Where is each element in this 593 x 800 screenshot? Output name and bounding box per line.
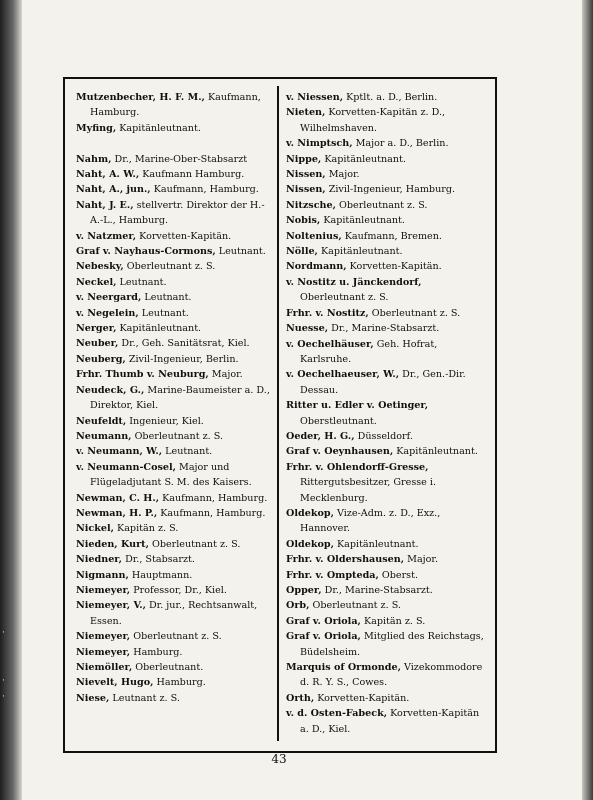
directory-entry — [286, 506, 484, 537]
entry-name: Opper, — [286, 585, 322, 596]
entry-name: Newman, C. H., — [76, 492, 160, 504]
entry-details: Ingenieur, Kiel. — [126, 415, 204, 427]
entry-details: Kapitänleutnant. — [393, 446, 478, 458]
entry-details: Leutnant z. S. — [109, 692, 180, 704]
entry-details: Kapitänleutnant. — [317, 246, 403, 258]
directory-entry — [76, 429, 274, 444]
directory-entry — [286, 552, 484, 567]
entry-details: Leutnant. — [162, 446, 213, 458]
entry-name: Frhr. v. Oldershausen, — [286, 554, 405, 566]
entry-name: Nebesky, — [76, 261, 124, 273]
entry-details: Oberleutnant z. S. — [309, 600, 401, 612]
entry-details: Oberstleutnant. — [300, 415, 377, 427]
entry-name: v. Oechelhaeuser, W., — [286, 369, 400, 381]
entry-details: Dr., Marine-Stabsarzt. — [321, 585, 433, 596]
entry-name: v. Niessen, — [286, 92, 344, 103]
directory-entry — [286, 706, 484, 737]
entry-name: Nitzsche, — [286, 199, 336, 211]
entry-name: Graf v. Nayhaus-Cormons, — [76, 246, 216, 258]
directory-entry — [286, 90, 484, 105]
entry-details: Kaufmann, Hamburg. — [157, 507, 266, 519]
entry-details: Kapitänleutnant. — [321, 153, 406, 165]
entry-details: Kaufmann, Bremen. — [341, 230, 442, 242]
entry-name: Oldekop, — [286, 507, 334, 519]
directory-entry — [286, 398, 484, 429]
left-column — [76, 90, 274, 706]
entry-name: Nippe, — [286, 153, 322, 165]
directory-entry — [286, 444, 484, 459]
directory-entry — [76, 691, 274, 706]
directory-entry — [286, 691, 484, 706]
entry-details: Korvetten-Kapitän. — [314, 692, 410, 704]
entry-name: Nieten, — [286, 107, 326, 119]
entry-name: Oldekop, — [286, 538, 334, 550]
entry-details: Dr., Gen.-Dir. Dessau. — [300, 369, 466, 396]
directory-entry — [286, 213, 484, 228]
entry-details: Kapitänleutnant. — [320, 215, 405, 227]
entry-name: Frhr. Thumb v. Neuburg, — [76, 369, 209, 381]
entry-details: Kapitänleutnant. — [116, 323, 202, 335]
entry-name: Nieden, Kurt, — [76, 538, 149, 550]
directory-entry — [76, 491, 274, 506]
edge-mark: · — [2, 676, 5, 686]
entry-name: Orth, — [286, 692, 315, 704]
entry-name: Neuber, — [76, 338, 119, 350]
entry-name: Nievelt, Hugo, — [76, 677, 154, 689]
entry-name: Nerger, — [76, 323, 117, 335]
entry-name: Mutzenbecher, H. F. M., — [76, 92, 205, 103]
directory-entry — [76, 521, 274, 536]
entry-name: Neudeck, G., — [76, 384, 145, 396]
entry-details: Dr., Geh. Sanitätsrat, Kiel. — [118, 338, 250, 350]
directory-entry — [76, 506, 274, 521]
entry-details: Dr. jur., Rechtsanwalt, Essen. — [90, 600, 258, 627]
entry-details: Leutnant. — [141, 292, 192, 304]
entry-name: Oeder, H. G., — [286, 430, 355, 442]
entry-name: Naht, A. W., — [76, 169, 140, 181]
edge-mark: · — [2, 692, 5, 702]
directory-entry — [286, 136, 484, 151]
directory-entry — [76, 552, 274, 567]
column-divider — [277, 86, 279, 741]
entry-details: Kapitän z. S. — [114, 523, 179, 535]
entry-details: Mitglied des Reichstags, Büdelsheim. — [300, 631, 484, 658]
entry-details: Dr., Stabsarzt. — [122, 554, 195, 566]
directory-entry — [76, 121, 274, 136]
entry-name: Niemeyer, V., — [76, 600, 146, 612]
entry-details: Korvetten-Kapitän. — [136, 230, 232, 242]
directory-entry — [76, 290, 274, 305]
entry-name: Nordmann, — [286, 261, 347, 273]
entry-name: Niemeyer, — [76, 584, 131, 596]
entry-name: v. Negelein, — [76, 307, 139, 319]
directory-entry — [286, 367, 484, 398]
entry-name: v. Neumann, W., — [76, 446, 163, 458]
directory-entry — [76, 444, 274, 459]
entry-details: Kaufmann, Hamburg. — [150, 184, 259, 196]
entry-name: Marquis of Ormonde, — [286, 662, 401, 674]
entry-name: Graf v. Oeynhausen, — [286, 446, 394, 458]
directory-entry — [76, 306, 274, 321]
entry-gap — [76, 136, 274, 151]
entry-name: Orb, — [286, 600, 310, 612]
entry-details: Kptlt. a. D., Berlin. — [343, 92, 438, 103]
entry-details: Oberleutnant z. S. — [130, 631, 222, 643]
entry-details: Leutnant. — [215, 246, 266, 258]
entry-name: Nissen, — [286, 169, 326, 181]
directory-entry — [76, 675, 274, 690]
directory-entry — [76, 414, 274, 429]
entry-details: Leutnant. — [138, 307, 189, 319]
entry-details: Oberst. — [378, 569, 418, 581]
entry-details: Kapitän z. S. — [360, 615, 426, 627]
entry-details: Rittergutsbesitzer, Gresse i. Mecklenburg. — [300, 477, 437, 504]
entry-details: Kapitänleutnant. — [116, 122, 201, 134]
directory-entry — [76, 537, 274, 552]
entry-details: Leutnant. — [116, 276, 167, 288]
entry-name: Frhr. v. Nostitz, — [286, 307, 369, 319]
directory-entry — [76, 383, 274, 414]
directory-entry — [286, 537, 484, 552]
entry-details: stellvertr. Direktor der H.-A.-L., Hamburg. — [90, 199, 265, 227]
entry-name: Nahm, — [76, 153, 112, 165]
directory-entry — [286, 583, 484, 598]
entry-details: Major. — [404, 554, 439, 566]
entry-name: Niemöller, — [76, 662, 133, 674]
directory-entry — [286, 429, 484, 444]
directory-entry — [286, 198, 484, 213]
directory-entry — [76, 244, 274, 259]
directory-entry — [286, 598, 484, 613]
entry-name: v. Neumann-Cosel, — [76, 461, 176, 473]
entry-details: Major. — [325, 169, 360, 181]
entry-name: Ritter u. Edler v. Oetinger, — [286, 400, 429, 412]
entry-name: Neuberg, — [76, 353, 126, 365]
directory-entry — [76, 336, 274, 351]
entry-details: Korvetten-Kapitän z. D., Wilhelmshaven. — [300, 107, 446, 134]
entry-name: v. d. Osten-Fabeck, — [286, 708, 388, 720]
entry-details: Oberleutnant z. S. — [148, 538, 241, 550]
directory-entry — [76, 152, 274, 167]
entry-name: Neufeldt, — [76, 415, 127, 427]
right-column — [286, 90, 484, 737]
entry-name: Newman, H. P., — [76, 507, 158, 519]
entry-details: Major a. D., Berlin. — [352, 138, 449, 150]
directory-entry — [286, 244, 484, 259]
entry-details: Hamburg. — [153, 677, 206, 689]
directory-entry — [76, 352, 274, 367]
directory-entry — [76, 568, 274, 583]
entry-name: Nölle, — [286, 246, 318, 258]
directory-entry — [76, 660, 274, 675]
directory-entry — [76, 460, 274, 491]
directory-entry — [76, 645, 274, 660]
entry-details: Dr., Marine-Ober-Stabsarzt — [111, 153, 248, 165]
directory-entry — [286, 660, 484, 691]
entry-details: Vize-Adm. z. D., Exz., Hannover. — [300, 507, 441, 535]
entry-name: v. Nostitz u. Jänckendorf, — [286, 276, 422, 288]
directory-entry — [76, 583, 274, 598]
directory-entry — [76, 321, 274, 336]
entry-details: Oberleutnant z. S. — [131, 430, 224, 442]
entry-details: Hamburg. — [130, 646, 183, 658]
entry-name: v. Nimptsch, — [286, 138, 353, 150]
entry-name: Nigmann, — [76, 569, 129, 581]
entry-details: Major und Flügeladjutant S. M. des Kaisers. — [90, 461, 252, 489]
entry-name: v. Natzmer, — [76, 230, 137, 242]
entry-details: Oberleutnant z. S. — [335, 199, 428, 211]
directory-entry — [76, 229, 274, 244]
directory-entry — [286, 167, 484, 182]
entry-name: Nobis, — [286, 215, 321, 227]
directory-entry — [76, 629, 274, 644]
entry-details: Oberleutnant. — [132, 662, 204, 674]
entry-name: Nickel, — [76, 523, 114, 535]
entry-details: Kaufmann, Hamburg. — [159, 492, 268, 504]
entry-details: Korvetten-Kapitän. — [346, 261, 442, 273]
entry-details: Geh. Hofrat, Karlsruhe. — [300, 338, 438, 365]
entry-name: Frhr. v. Ompteda, — [286, 569, 379, 581]
directory-entry — [286, 568, 484, 583]
entry-details: Korvetten-Kapitän a. D., Kiel. — [300, 708, 480, 735]
entry-details: Oberleutnant z. S. — [368, 307, 461, 319]
entry-details: Oberleutnant z. S. — [123, 261, 216, 273]
directory-entry — [286, 614, 484, 629]
entry-details: Marine-Baumeister a. D., Direktor, Kiel. — [90, 384, 270, 412]
directory-entry — [76, 198, 274, 229]
entry-name: Nuesse, — [286, 323, 329, 335]
entry-name: Graf v. Oriola, — [286, 631, 361, 643]
entry-details: Hauptmann. — [128, 569, 193, 581]
directory-entry — [76, 167, 274, 182]
directory-entry — [76, 598, 274, 629]
entry-name: Neckel, — [76, 276, 117, 288]
entry-name: Noltenius, — [286, 230, 342, 242]
directory-entry — [76, 259, 274, 274]
entry-details: Dr., Marine-Stabsarzt. — [328, 323, 440, 335]
directory-entry — [76, 90, 274, 121]
edge-mark: · — [2, 628, 5, 638]
entry-name: Niemeyer, — [76, 646, 131, 658]
directory-entry — [286, 321, 484, 336]
directory-entry — [286, 152, 484, 167]
entry-details: Kapitänleutnant. — [333, 538, 419, 550]
entry-details: Kaufmann, Hamburg. — [90, 92, 261, 119]
entry-name: Frhr. v. Ohlendorff-Gresse, — [286, 461, 429, 473]
entry-details: Oberleutnant z. S. — [300, 292, 389, 304]
entry-name: Graf v. Oriola, — [286, 615, 361, 627]
directory-entry — [286, 337, 484, 368]
entry-details: Düsseldorf. — [354, 430, 413, 442]
entry-details: Zivil-Ingenieur, Hamburg. — [325, 184, 456, 196]
entry-name: v. Neergard, — [76, 292, 142, 304]
entry-name: Naht, A., jun., — [76, 184, 151, 196]
entry-details: Zivil-Ingenieur, Berlin. — [125, 353, 239, 365]
entry-name: v. Oechelhäuser, — [286, 338, 374, 350]
directory-entry — [286, 306, 484, 321]
entry-name: Niemeyer, — [76, 631, 131, 643]
directory-entry — [286, 229, 484, 244]
directory-entry — [286, 259, 484, 274]
directory-entry — [76, 275, 274, 290]
entry-name: Nissen, — [286, 184, 326, 196]
page-edge — [582, 0, 593, 800]
entry-name: Myfing, — [76, 122, 117, 134]
entry-details: Professor, Dr., Kiel. — [130, 584, 227, 596]
entry-name: Niese, — [76, 692, 110, 704]
entry-details: Kaufmann Hamburg. — [139, 169, 245, 181]
entry-details: Major. — [208, 369, 243, 381]
page-number: 43 — [271, 752, 287, 766]
directory-entry — [286, 460, 484, 506]
directory-entry — [76, 367, 274, 382]
entry-name: Niedner, — [76, 554, 123, 566]
directory-entry — [76, 182, 274, 197]
directory-entry — [286, 629, 484, 660]
entry-details: Vizekommodore d. R. Y. S., Cowes. — [300, 662, 483, 689]
directory-entry — [286, 105, 484, 136]
directory-entry — [286, 275, 484, 306]
entry-name: Neumann, — [76, 430, 132, 442]
entry-name: Naht, J. E., — [76, 199, 134, 211]
directory-entry — [286, 182, 484, 197]
